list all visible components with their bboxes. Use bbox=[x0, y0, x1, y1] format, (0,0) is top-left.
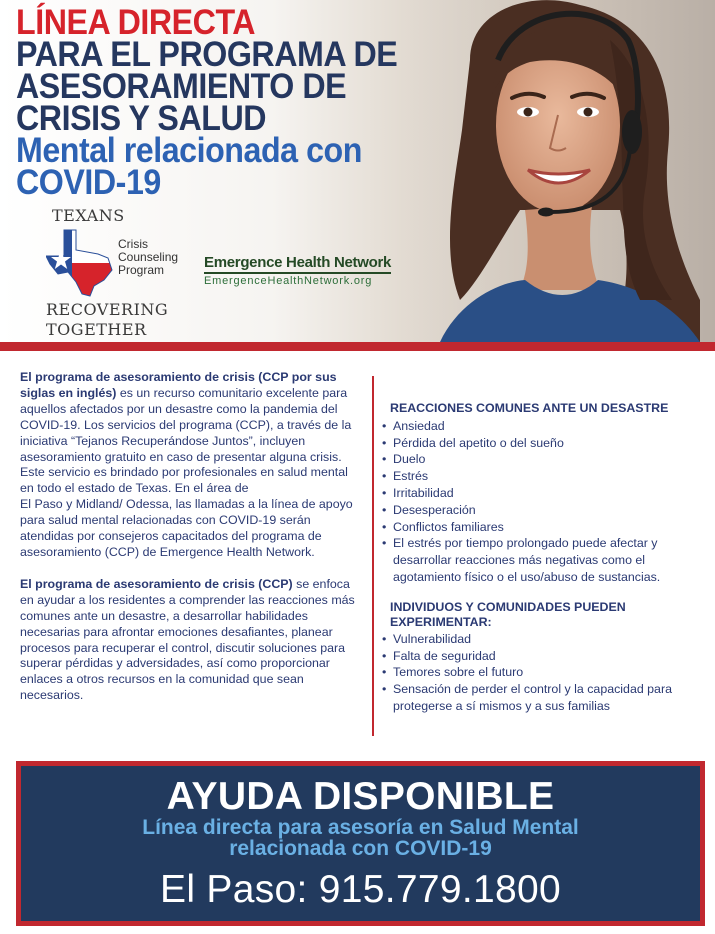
ccp-line: Program bbox=[118, 263, 165, 277]
headline-line: PARA EL PROGRAMA DE bbox=[16, 35, 398, 74]
texas-flag-map-icon bbox=[46, 228, 116, 298]
intro-body-continued: El Paso y Midland/ Odessa, las llamadas a la línea de apoyo para salud mental relacionadas con COVID-19 serán atendidas por consejeros capacitados del programa de asesoramiento (CCP) de Emergence Health Network. bbox=[20, 497, 353, 559]
list-item: • Vulnerabilidad bbox=[382, 631, 712, 648]
list-item: • El estrés por tiempo prolongado puede afectar y desarrollar reacciones más negativas como el agotamiento físico o el uso/abuso de sustancias. bbox=[382, 535, 712, 585]
list-item: • Ansiedad bbox=[382, 418, 712, 435]
common-reactions-list bbox=[382, 418, 712, 586]
intro-lead: El programa de asesoramiento de crisis (CCP por sus siglas en inglés) bbox=[20, 370, 337, 400]
list-item: • Falta de seguridad bbox=[382, 648, 712, 665]
list-item: • Temores sobre el futuro bbox=[382, 664, 712, 681]
list-item: • Irritabilidad bbox=[382, 485, 712, 502]
common-reactions-heading: REACCIONES COMUNES ANTE UN DESASTRE bbox=[390, 401, 669, 415]
hotline-phone[interactable]: El Paso: 915.779.1800 bbox=[160, 868, 561, 911]
list-item: • Desesperación bbox=[382, 502, 712, 519]
help-banner bbox=[16, 761, 705, 926]
banner-subtitle: relacionada con COVID-19 bbox=[229, 837, 492, 860]
banner-title: AYUDA DISPONIBLE bbox=[166, 775, 555, 818]
list-item: • Pérdida del apetito o del sueño bbox=[382, 435, 712, 452]
column-divider bbox=[372, 376, 374, 736]
list-item: • Estrés bbox=[382, 468, 712, 485]
headline-line: LÍNEA DIRECTA bbox=[16, 3, 256, 42]
experience-list bbox=[382, 631, 712, 715]
reactions-column bbox=[382, 400, 712, 715]
experience-heading: INDIVIDUOS Y COMUNIDADES PUEDEN EXPERIMENTAR: bbox=[390, 599, 626, 629]
red-divider-bar bbox=[0, 342, 715, 351]
headline-line: COVID-19 bbox=[16, 163, 161, 202]
ccp-logo-text bbox=[118, 238, 178, 277]
headset-agent-photo bbox=[400, 0, 715, 342]
ehn-name: Emergence Health Network bbox=[204, 254, 391, 274]
list-item: • Duelo bbox=[382, 451, 712, 468]
ccp-line: Crisis bbox=[118, 237, 148, 251]
emergence-health-network-logo bbox=[204, 254, 391, 287]
focus-lead: El programa de asesoramiento de crisis (CCP) bbox=[20, 576, 293, 591]
list-item: • Conflictos familiares bbox=[382, 519, 712, 536]
headline-line: ASESORAMIENTO DE bbox=[16, 67, 347, 106]
hero-section bbox=[0, 0, 715, 342]
logo-together-text: TOGETHER bbox=[46, 320, 147, 339]
ccp-line: Counseling bbox=[118, 250, 179, 264]
list-item: • Sensación de perder el control y la capacidad para protegerse a sí mismos y a sus familias bbox=[382, 681, 712, 715]
logo-texans-text: TEXANS bbox=[52, 206, 125, 225]
intro-column bbox=[20, 370, 358, 720]
intro-body: es un recurso comunitario excelente para aquellos afectados por un desastre como la pandemia del COVID-19. Los servicios del programa (CCP), a través de la iniciativa “Tejanos Recuperándose Juntos”, incluyen asesoramiento gratuito en caso de presentar alguna crisis. Este servicio es brindado por profesionales en salud mental en todo el estado de Texas. En el área de bbox=[20, 385, 352, 496]
logo-recovering-text: RECOVERING bbox=[46, 300, 169, 319]
banner-subtitle: Línea directa para asesoría en Salud Mental bbox=[142, 816, 579, 839]
focus-paragraph bbox=[20, 577, 358, 704]
intro-paragraph bbox=[20, 370, 358, 561]
help-banner-panel bbox=[21, 766, 700, 921]
texans-recovering-together-logo bbox=[46, 206, 196, 338]
headline bbox=[16, 3, 436, 202]
headline-line: Mental relacionada con bbox=[16, 131, 362, 170]
focus-body: se enfoca en ayudar a los residentes a comprender las reacciones más comunes ante un desastre, a desarrollar habilidades necesarias para afrontar emociones desafiantes, planear procesos para recuperar el control, discutir soluciones para superar pérdidas y adversidades, así como proporcionar enlaces a otros recursos en la comunidad que sean necesarios. bbox=[20, 576, 355, 703]
ehn-url: EmergenceHealthNetwork.org bbox=[204, 275, 373, 287]
headline-line: CRISIS Y SALUD bbox=[16, 99, 267, 138]
